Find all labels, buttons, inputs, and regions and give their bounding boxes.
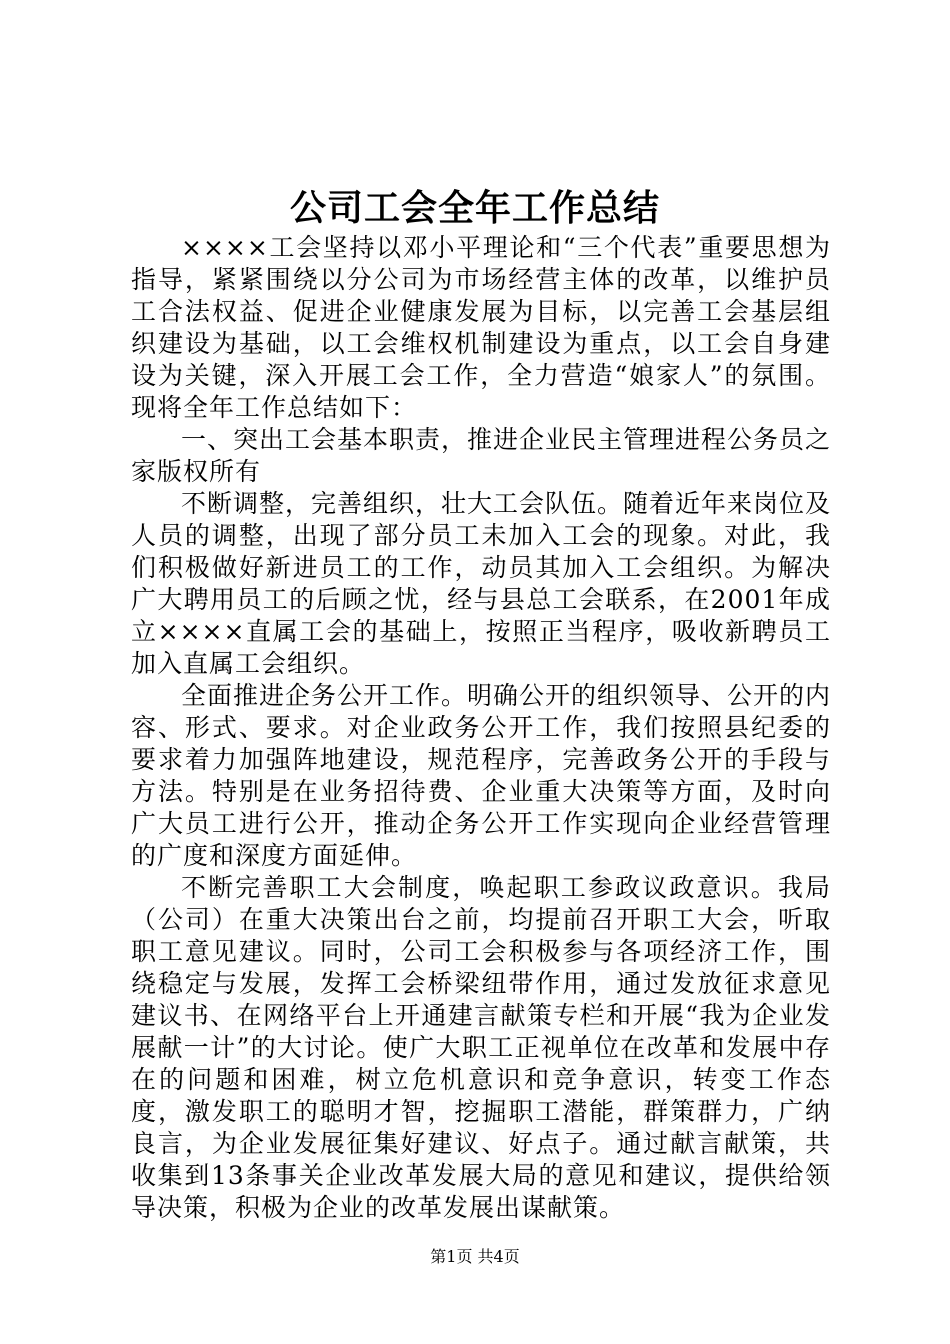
intro-paragraph: ××××工会坚持以邓小平理论和“三个代表”重要思想为指导，紧紧围绕以分公司为市场经营主体的改革，以维护员工合法权益、促进企业健康发展为目标，以完善工会基层组织建设为基础，以工会维权机制建设为重点，以工会自身建设为关键，深入开展工会工作，全力营造“娘家人”的氛围。现将全年工作总结如下：: [131, 233, 831, 422]
section-heading: 一、突出工会基本职责，推进企业民主管理进程公务员之家版权所有: [131, 425, 832, 486]
body-paragraph: 不断调整，完善组织，壮大工会队伍。随着近年来岗位及人员的调整，出现了部分员工未加入工会的现象。对此，我们积极做好新进员工的工作，动员其加入工会组织。为解决广大聘用员工的后顾之忧，经与县总工会联系，在2001年成立××××直属工会的基础上，按照正当程序，吸收新聘员工加入直属工会组织。: [131, 489, 832, 678]
document-title: 公司工会全年工作总结: [289, 187, 660, 229]
body-paragraph: 不断完善职工大会制度，唤起职工参政议政意识。我局（公司）在重大决策出台之前，均提前召开职工大会，听取职工意见建议。同时，公司工会积极参与各项经济工作，围绕稳定与发展，发挥工会桥梁纽带作用，通过发放征求意见建议书、在网络平台上开通建言献策专栏和开展“我为企业发展献一计”的大讨论。使广大职工正视单位在改革和发展中存在的问题和困难，树立危机意识和竞争意识，转变工作态度，激发职工的聪明才智，挖掘职工潜能，群策群力，广纳良言，为企业发展征集好建议、好点子。通过献言献策，共收集到13条事关企业改革发展大局的意见和建议，提供给领导决策，积极为企业的改革发展出谋献策。: [131, 873, 831, 1222]
document-body: [131, 232, 831, 1224]
page-footer: 第1页 共4页: [430, 1247, 520, 1266]
body-paragraph: 全面推进企务公开工作。明确公开的组织领导、公开的内容、形式、要求。对企业政务公开工作，我们按照县纪委的要求着力加强阵地建设，规范程序，完善政务公开的手段与方法。特别是在业务招待费、企业重大决策等方面，及时向广大员工进行公开，推动企务公开工作实现向企业经营管理的广度和深度方面延伸。: [131, 681, 832, 870]
